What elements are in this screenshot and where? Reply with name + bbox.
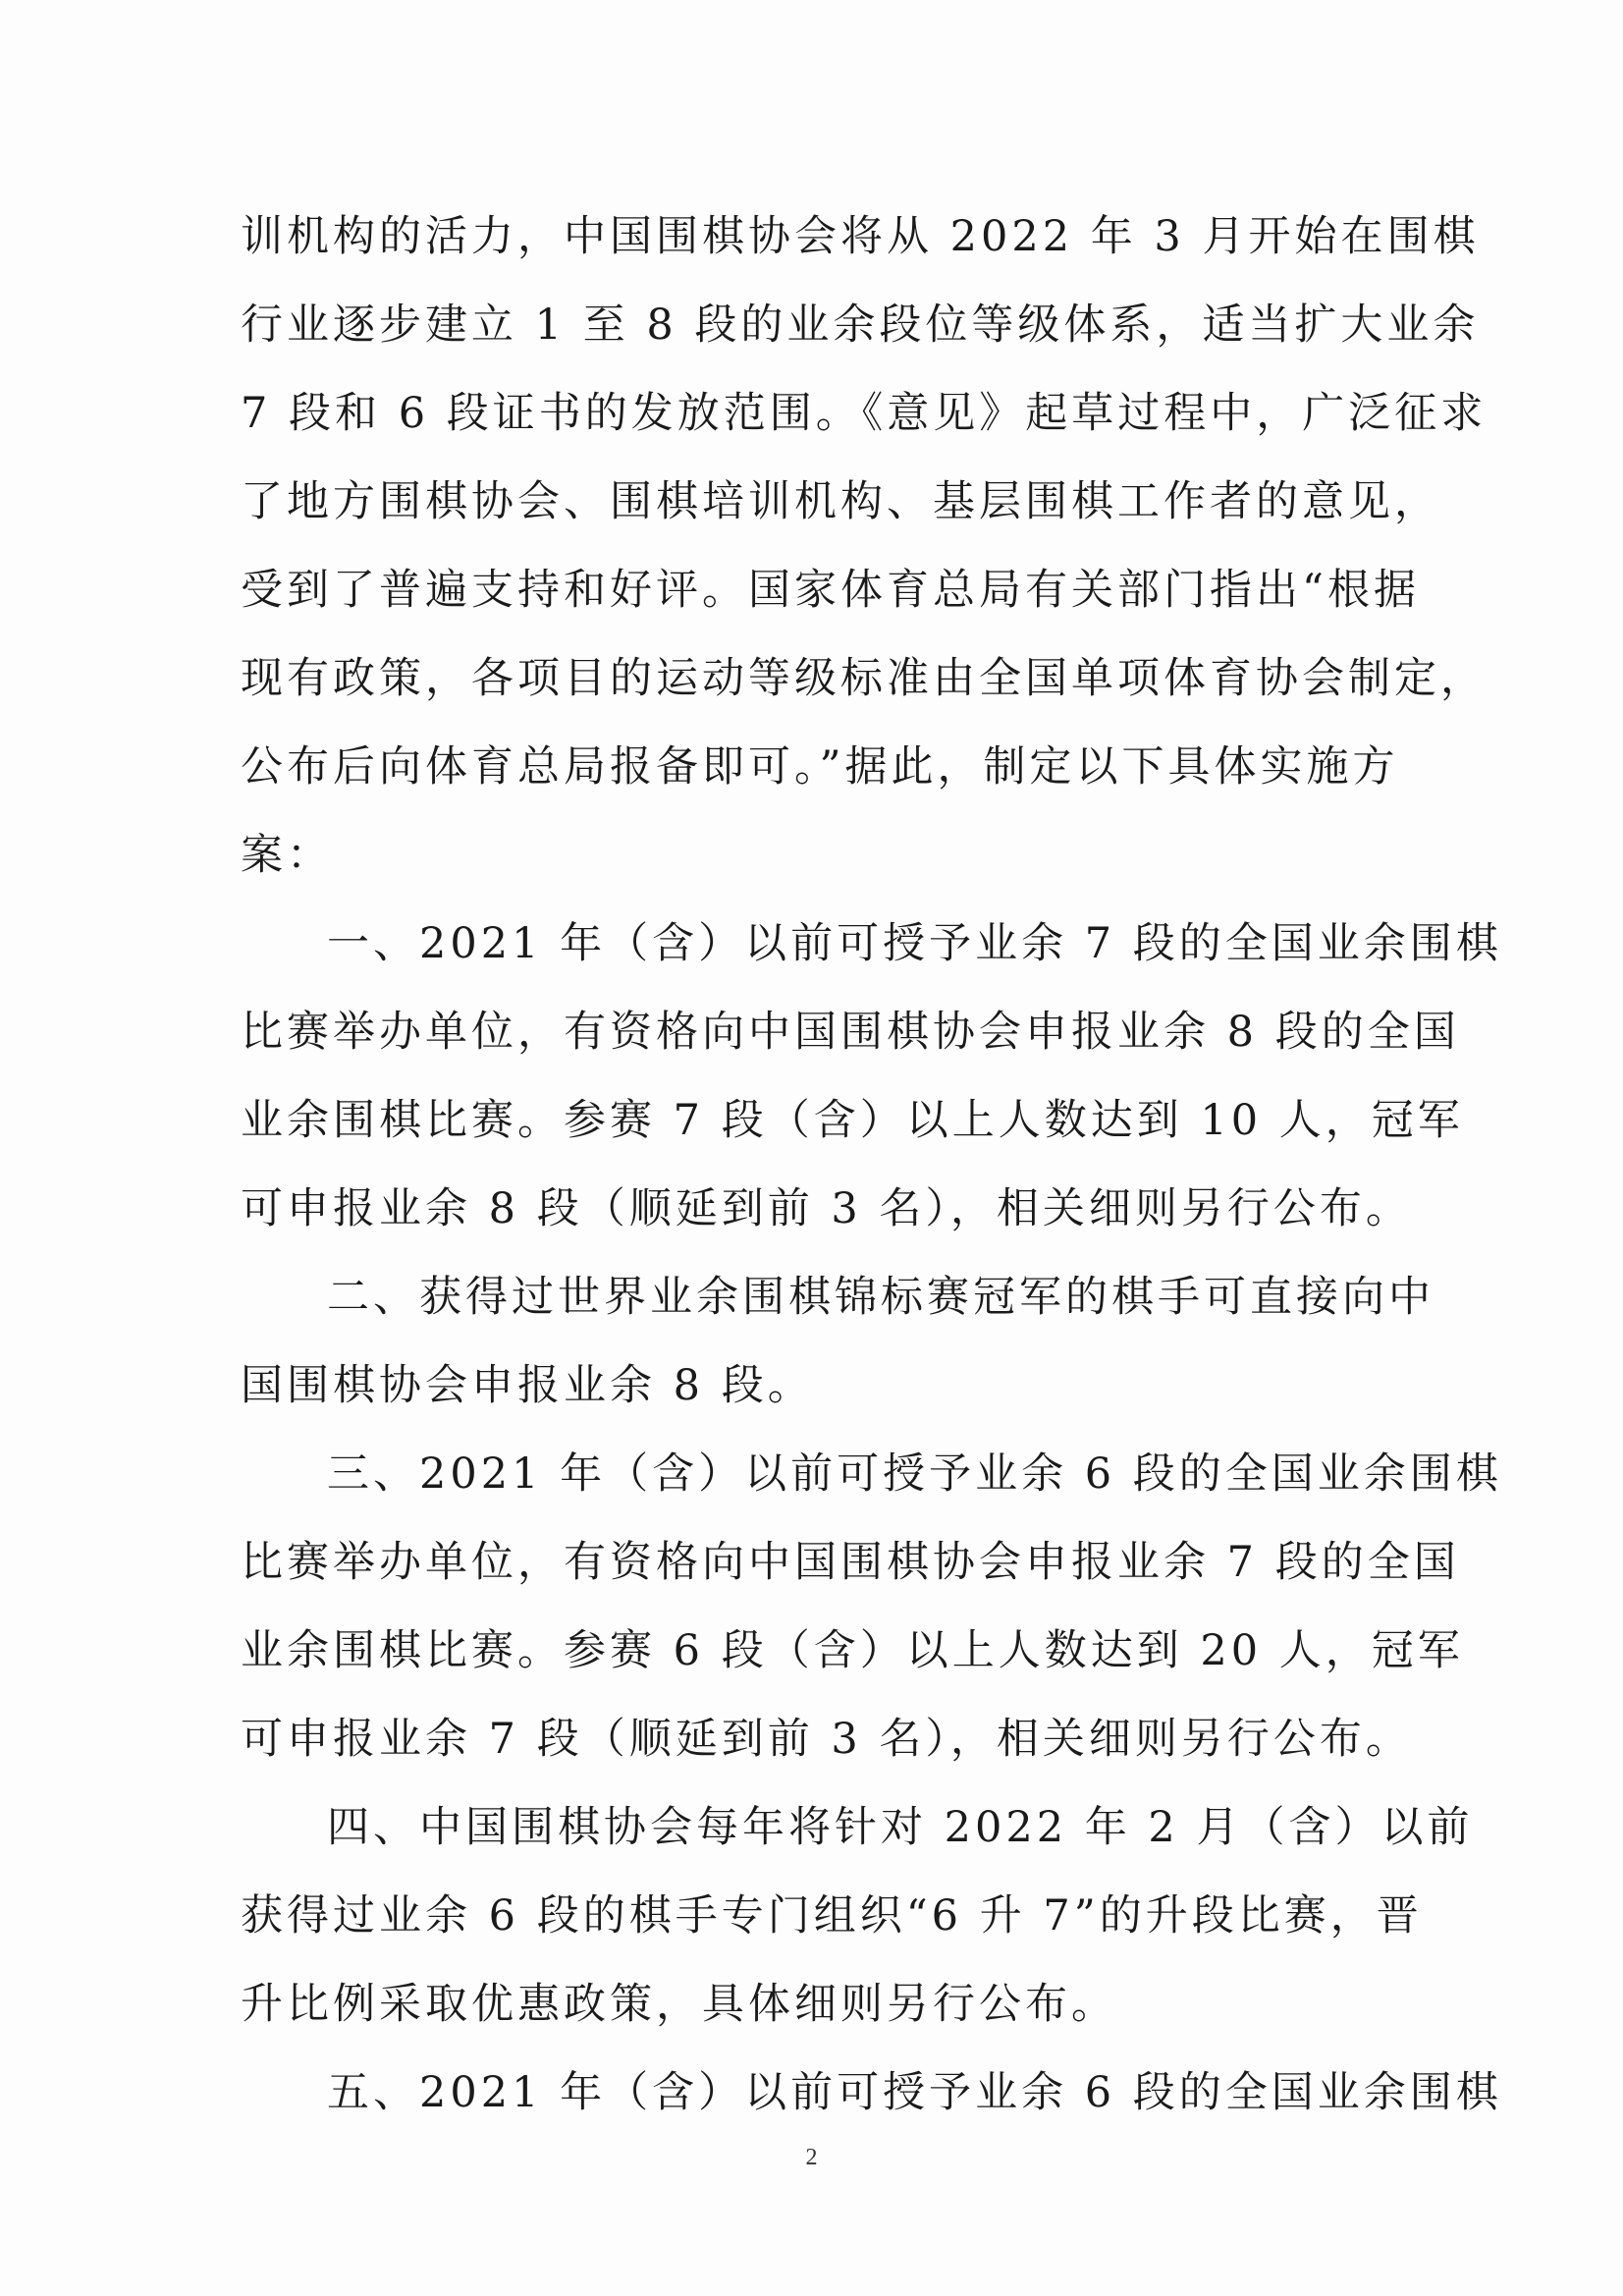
text-line: 国围棋协会申报业余 8 段。 — [241, 1361, 814, 1410]
text-line: 可申报业余 7 段（顺延到前 3 名），相关细则另行公布。 — [241, 1715, 1412, 1764]
document-body — [241, 192, 1502, 2137]
paragraph-start-line: 二、获得过世界业余围棋锦标赛冠军的棋手可直接向中 — [327, 1273, 1434, 1322]
text-line: 升比例采取优惠政策，具体细则另行公布。 — [241, 1980, 1117, 2029]
text-line: 现有政策，各项目的运动等级标准由全国单项体育协会制定， — [241, 654, 1487, 703]
text-line: 比赛举办单位，有资格向中国围棋协会申报业余 8 段的全国 — [241, 1008, 1460, 1057]
text-line: 获得过业余 6 段的棋手专门组织“6 升 7”的升段比赛，晋 — [241, 1891, 1423, 1941]
text-line: 案： — [241, 831, 333, 880]
paragraph-start-line: 五、2021 年（含）以前可授予业余 6 段的全国业余围棋 — [327, 2068, 1502, 2117]
text-line: 业余围棋比赛。参赛 6 段（含）以上人数达到 20 人，冠军 — [241, 1626, 1464, 1675]
text-line: 训机构的活力，中国围棋协会将从 2022 年 3 月开始在围棋 — [241, 212, 1480, 261]
text-line: 公布后向体育总局报备即可。”据此，制定以下具体实施方 — [241, 742, 1399, 792]
text-line: 受到了普遍支持和好评。国家体育总局有关部门指出“根据 — [241, 566, 1420, 615]
paragraph-start-line: 三、2021 年（含）以前可授予业余 6 段的全国业余围棋 — [327, 1449, 1502, 1499]
text-line: 比赛举办单位，有资格向中国围棋协会申报业余 7 段的全国 — [241, 1538, 1460, 1587]
text-line: 业余围棋比赛。参赛 7 段（含）以上人数达到 10 人，冠军 — [241, 1096, 1464, 1145]
text-line: 了地方围棋协会、围棋培训机构、基层围棋工作者的意见， — [241, 477, 1440, 526]
text-line: 可申报业余 8 段（顺延到前 3 名），相关细则另行公布。 — [241, 1184, 1412, 1233]
text-line: 行业逐步建立 1 至 8 段的业余段位等级体系，适当扩大业余 — [241, 301, 1480, 350]
page-number: 2 — [805, 2145, 818, 2170]
text-line: 7 段和 6 段证书的发放范围。《意见》起草过程中，广泛征求 — [241, 389, 1488, 438]
paragraph-start-line: 四、中国围棋协会每年将针对 2022 年 2 月（含）以前 — [327, 1803, 1474, 1852]
paragraph-start-line: 一、2021 年（含）以前可授予业余 7 段的全国业余围棋 — [327, 919, 1502, 968]
